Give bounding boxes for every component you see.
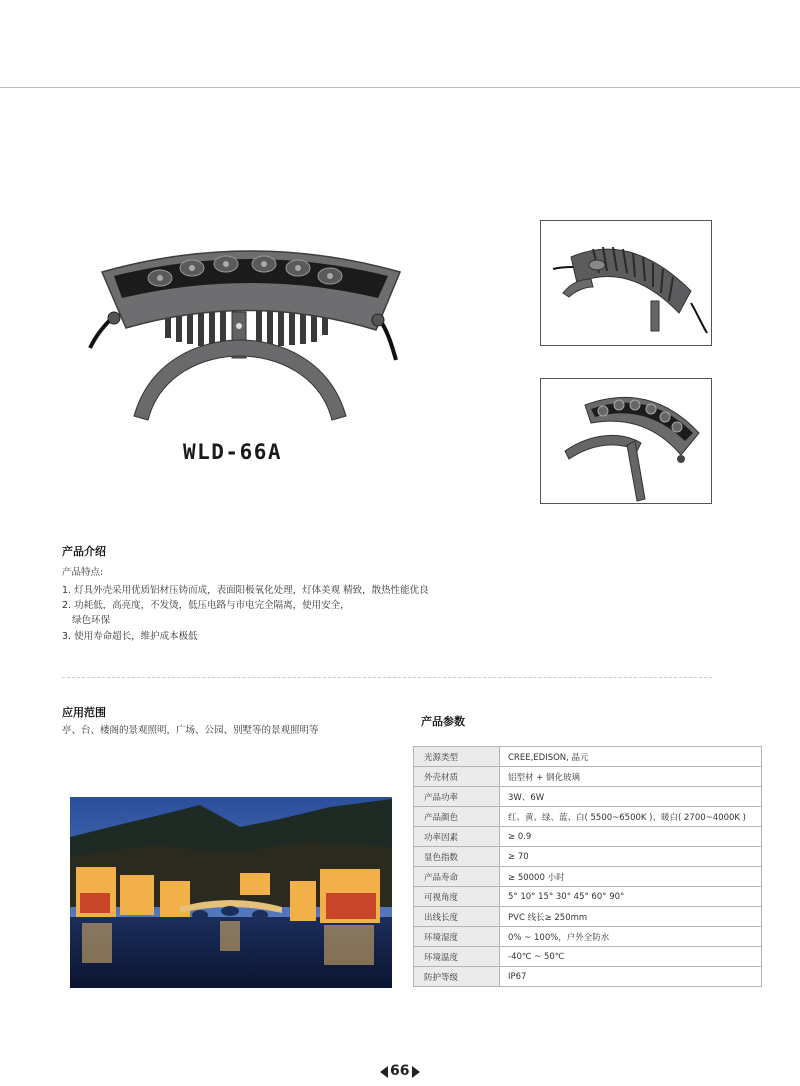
- table-row: [414, 927, 762, 947]
- spec-key: 可视角度: [414, 887, 500, 907]
- spec-value: 5° 10° 15° 30° 45° 60° 90°: [500, 887, 762, 907]
- application-night-scene-photo: [70, 797, 392, 988]
- table-row: [414, 867, 762, 887]
- spec-value: ≥ 50000 小时: [500, 867, 762, 887]
- spec-key: 功率因素: [414, 827, 500, 847]
- table-row: [414, 847, 762, 867]
- table-row: [414, 827, 762, 847]
- features-title: 产品特点:: [62, 567, 104, 578]
- feature-2-continued: 绿色环保: [72, 615, 111, 626]
- spec-key: 环境温度: [414, 947, 500, 967]
- product-main-image: [80, 240, 420, 430]
- spec-key: 防护等级: [414, 967, 500, 987]
- spec-key: 产品功率: [414, 787, 500, 807]
- table-row: [414, 947, 762, 967]
- table-row: [414, 967, 762, 987]
- spec-key: 显色指数: [414, 847, 500, 867]
- triangle-right-icon: [412, 1066, 420, 1078]
- spec-value: PVC 线长≥ 250mm: [500, 907, 762, 927]
- table-row: [414, 887, 762, 907]
- feature-3: 3. 使用寿命超长，维护成本极低: [62, 631, 198, 642]
- feature-2: 2. 功耗低，高亮度，不发烫，低压电路与市电完全隔离，使用安全，: [62, 600, 350, 611]
- application-heading: 应用范围: [62, 706, 106, 719]
- spec-value: ≥ 70: [500, 847, 762, 867]
- table-row: [414, 807, 762, 827]
- spec-value: -40℃ ~ 50℃: [500, 947, 762, 967]
- spec-key: 光源类型: [414, 747, 500, 767]
- spec-value: 0% ~ 100%，户外全防水: [500, 927, 762, 947]
- spec-table: [413, 746, 762, 987]
- section-divider: [62, 677, 712, 678]
- table-row: [414, 907, 762, 927]
- application-text: 亭、台、楼阁的景观照明，广场、公园、别墅等的景观照明等: [62, 725, 319, 736]
- table-row: [414, 747, 762, 767]
- feature-1: 1. 灯具外壳采用优质铝材压铸而成，表面阳极氧化处理，灯体美观 精致，散热性能优良: [62, 585, 429, 596]
- product-back-view-thumbnail: [540, 220, 712, 346]
- spec-key: 外壳材质: [414, 767, 500, 787]
- spec-value: ≥ 0.9: [500, 827, 762, 847]
- spec-value: CREE,EDISON, 晶元: [500, 747, 762, 767]
- table-row: [414, 767, 762, 787]
- intro-heading: 产品介绍: [62, 545, 106, 558]
- spec-value: IP67: [500, 967, 762, 987]
- spec-key: 环境湿度: [414, 927, 500, 947]
- page-number: [376, 1062, 424, 1082]
- page-number-text: 66: [390, 1063, 410, 1079]
- spec-key: 出线长度: [414, 907, 500, 927]
- spec-key: 产品寿命: [414, 867, 500, 887]
- table-row: [414, 787, 762, 807]
- model-number: WLD-66A: [183, 440, 283, 464]
- spec-value: 红、黄、绿、蓝、白( 5500~6500K )、暖白( 2700~4000K ): [500, 807, 762, 827]
- top-divider: [0, 87, 800, 88]
- specs-heading: 产品参数: [421, 715, 465, 728]
- spec-value: 铝型材 + 钢化玻璃: [500, 767, 762, 787]
- triangle-left-icon: [380, 1066, 388, 1078]
- product-side-view-thumbnail: [540, 378, 712, 504]
- spec-value: 3W、6W: [500, 787, 762, 807]
- spec-key: 产品颜色: [414, 807, 500, 827]
